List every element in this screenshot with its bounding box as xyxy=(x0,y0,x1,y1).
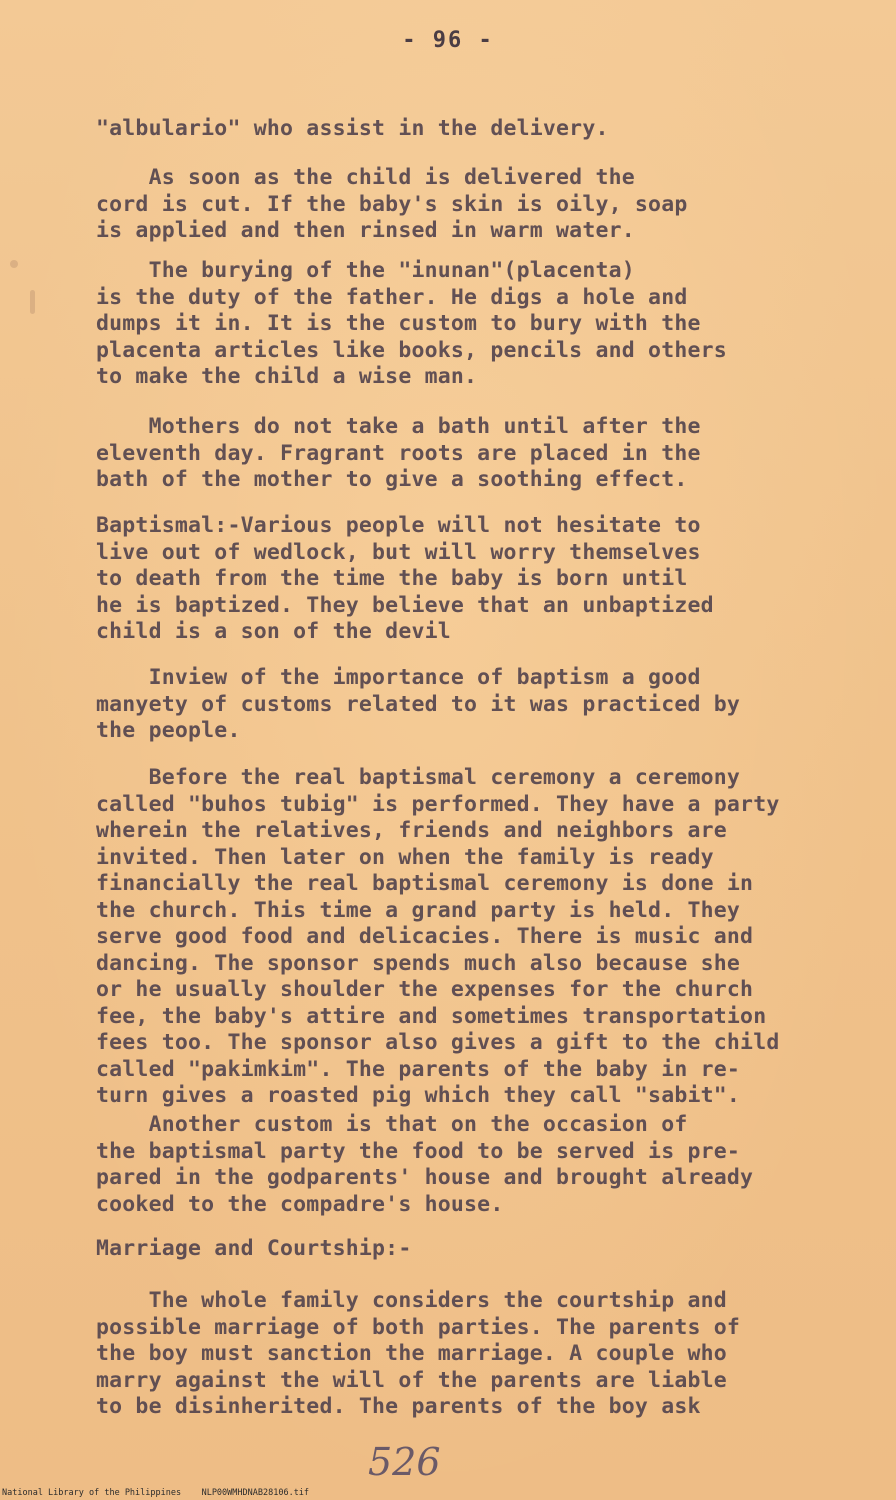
text-line: the church. This time a grand party is held. They xyxy=(96,897,741,923)
text-line: or he usually shoulder the expenses for the church xyxy=(96,977,754,1002)
text-line: Mothers do not take a bath until after the xyxy=(96,414,701,439)
text-line: possible marriage of both parties. The parents of xyxy=(96,1314,741,1340)
text-line: to be disinherited. The parents of the boy ask xyxy=(96,1394,701,1419)
text-line: manyety of customs related to it was practiced by xyxy=(96,691,741,717)
page-number: - 96 - xyxy=(402,28,494,53)
text-line: invited. Then later on when the family is ready xyxy=(96,844,714,870)
text-line: Another custom is that on the occasion of xyxy=(96,1112,688,1137)
text-line: cord is cut. If the baby's skin is oily, soap xyxy=(96,191,688,217)
text-line: Baptismal:-Various people will not hesitate to xyxy=(96,513,701,538)
text-line: serve good food and delicacies. There is music and xyxy=(96,924,754,949)
text-line: As soon as the child is delivered the xyxy=(96,165,635,190)
text-line: fee, the baby's attire and sometimes transportation xyxy=(96,1003,767,1029)
handwritten-page-note: 526 xyxy=(368,1440,441,1484)
text-line: to death from the time the baby is born until xyxy=(96,566,688,591)
text-line: called "pakimkim". The parents of the baby in re- xyxy=(96,1056,741,1082)
text-line: bath of the mother to give a soothing effect. xyxy=(96,467,688,492)
text-line: fees too. The sponsor also gives a gift to the child xyxy=(96,1030,780,1055)
text-line: wherein the relatives, friends and neighbors are xyxy=(96,818,727,843)
ink-spot xyxy=(10,260,18,268)
text-line: The burying of the "inunan"(placenta) xyxy=(96,258,635,283)
text-line: placenta articles like books, pencils and others xyxy=(96,337,727,363)
text-line: Marriage and Courtship:- xyxy=(96,1236,412,1261)
text-line: is the duty of the father. He digs a hole and xyxy=(96,284,688,310)
archive-footer: National Library of the Philippines NLP00WMHDNAB28106.tif xyxy=(2,1488,310,1498)
text-line: is applied and then rinsed in warm water. xyxy=(96,218,635,243)
text-line: cooked to the compadre's house. xyxy=(96,1191,504,1217)
text-line: financially the real baptismal ceremony is done in xyxy=(96,871,754,896)
text-line: live out of wedlock, but will worry themselves xyxy=(96,539,701,565)
text-line: the baptismal party the food to be served is pre- xyxy=(96,1138,741,1164)
text-line: Before the real baptismal ceremony a ceremony xyxy=(96,765,741,790)
text-line: to make the child a wise man. xyxy=(96,364,478,389)
text-line: turn gives a roasted pig which they call "sabit". xyxy=(96,1083,741,1108)
text-line: dancing. The sponsor spends much also because she xyxy=(96,950,741,976)
text-line: eleventh day. Fragrant roots are placed in the xyxy=(96,440,701,466)
text-line: he is baptized. They believe that an unbaptized xyxy=(96,592,714,618)
text-line: Inview of the importance of baptism a good xyxy=(96,665,701,690)
text-line: the people. xyxy=(96,718,241,743)
text-line: marry against the will of the parents are liable xyxy=(96,1367,727,1393)
text-line: pared in the godparents' house and brought already xyxy=(96,1165,754,1190)
ink-spot xyxy=(30,290,35,314)
text-line: dumps it in. It is the custom to bury with the xyxy=(96,311,701,336)
text-line: called "buhos tubig" is performed. They have a party xyxy=(96,791,780,817)
text-line: the boy must sanction the marriage. A couple who xyxy=(96,1341,727,1366)
text-line: The whole family considers the courtship and xyxy=(96,1288,727,1313)
text-line: "albulario" who assist in the delivery. xyxy=(96,116,609,141)
text-line: child is a son of the devil xyxy=(96,619,451,644)
